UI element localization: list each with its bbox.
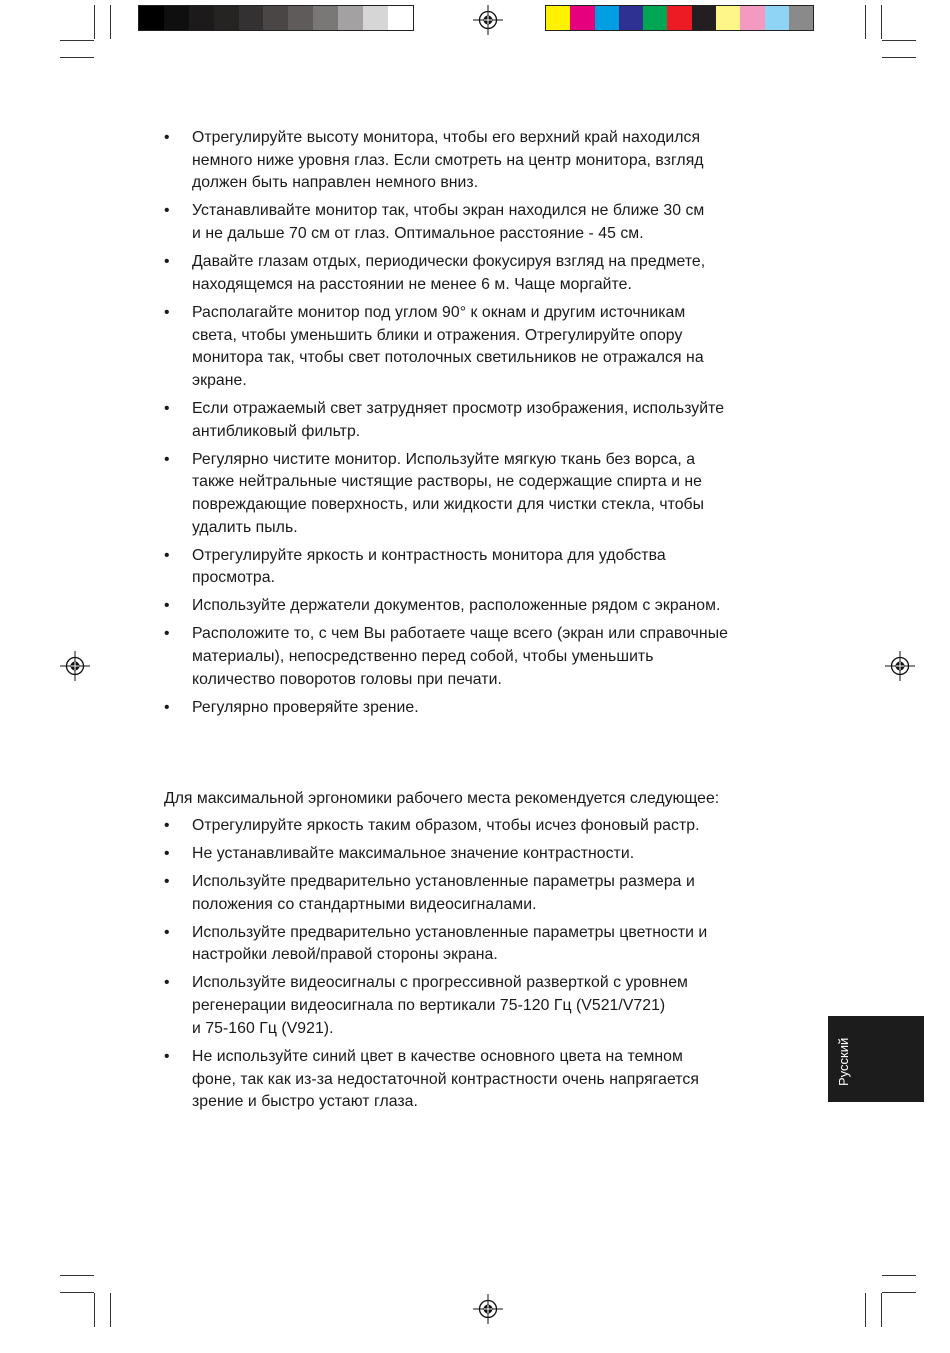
color-swatch [716,6,740,30]
bullet: • [164,202,170,220]
crop-mark [60,40,94,41]
crop-mark [865,5,866,39]
color-swatch [239,6,264,30]
bullet: • [164,698,170,716]
list-item [164,623,824,691]
list-item [164,972,824,1040]
list-item-text: Отрегулируйте высоту монитора, чтобы его верхний край находился немного ниже уровня глаз. Если смотреть на центр монитора, взгляд должен быть направлен немного вниз. [192,129,704,192]
bullet: • [164,817,170,834]
list-item-text: Располагайте монитор под углом 90° к окнам и другим источникам света, чтобы уменьшить блики и отражения. Отрегулируйте опору монитора так, чтобы свет потолочных светильников не отражался на экране. [192,303,704,389]
bullet: • [164,450,170,468]
color-swatch [570,6,594,30]
list-item [164,449,824,540]
list-item [164,922,824,967]
color-swatch [189,6,214,30]
list-item-text: Регулярно чистите монитор. Используйте мягкую ткань без ворса, а также нейтральные чистящие растворы, не содержащие спирта и не повреждающие поверхность, или жидкости для чистки стекла, чтобы удалить пыль. [192,450,705,536]
list-item-text: Не устанавливайте максимальное значение контрастности. [192,845,635,862]
list-item [164,200,824,245]
list-item [164,595,824,618]
list-item-text: Не используйте синий цвет в качестве основного цвета на темном фоне, так как из-за недостаточной контрастности очень напрягается зрение и быстро устают глаза. [192,1047,699,1111]
crop-mark [94,1293,95,1327]
list-item [164,127,824,195]
color-swatch [546,6,570,30]
language-tab-label: Русский [836,1037,851,1086]
crop-mark [882,1275,916,1276]
crop-mark [94,5,95,39]
color-swatch [288,6,313,30]
bullet: • [164,845,170,862]
grayscale-calibration-strip [138,5,414,31]
list-item [164,251,824,296]
bullet: • [164,923,170,941]
registration-mark-icon [885,651,915,681]
list-item-text: Отрегулируйте яркость и контрастность монитора для удобства просмотра. [192,546,666,587]
language-tab [828,1016,924,1102]
bullet: • [164,129,170,146]
color-swatch [740,6,764,30]
list-item-text: Расположите то, с чем Вы работаете чаще всего (экран или справочные материалы), непосредственно перед собой, чтобы уменьшить количество поворотов головы при печати. [192,625,728,688]
list-item [164,697,824,720]
bullet: • [164,253,170,271]
ergonomics-bullet-list [164,127,824,725]
color-swatch [595,6,619,30]
color-swatch [214,6,239,30]
list-item [164,815,824,838]
color-swatch [789,6,813,30]
registration-mark-icon [473,1294,503,1324]
list-item-text: Регулярно проверяйте зрение. [192,698,419,716]
crop-mark [882,57,916,58]
list-item-text: Если отражаемый свет затрудняет просмотр изображения, используйте антибликовый фильтр. [192,399,725,440]
crop-mark [865,1293,866,1327]
list-item-text: Используйте предварительно установленные параметры размера и положения со стандартными видеосигналами. [192,873,695,913]
workplace-bullet-list [164,815,824,1119]
list-item [164,398,824,443]
list-item-text: Давайте глазам отдых, периодически фокусируя взгляд на предмете, находящемся на расстоянии не менее 6 м. Чаще моргайте. [192,253,706,293]
crop-mark [110,5,111,39]
list-item [164,871,824,916]
crop-mark [60,1292,94,1293]
color-swatch [338,6,363,30]
registration-mark-icon [473,5,503,35]
color-swatch [692,6,716,30]
bullet: • [164,597,170,615]
list-item-text: Отрегулируйте яркость таким образом, чтобы исчез фоновый растр. [192,817,700,834]
crop-mark [882,1292,916,1293]
list-item-text: Устанавливайте монитор так, чтобы экран находился не ближе 30 см и не дальше 70 см от глаз. Оптимальное расстояние - 45 см. [192,202,705,243]
color-swatch [765,6,789,30]
crop-mark [881,5,882,39]
bullet: • [164,546,170,564]
color-swatch [643,6,667,30]
list-item [164,302,824,393]
crop-mark [60,1275,94,1276]
registration-mark-icon [60,651,90,681]
crop-mark [881,1293,882,1327]
list-item [164,545,824,590]
color-swatch [388,6,413,30]
bullet: • [164,399,170,417]
color-swatch [263,6,288,30]
color-swatch [139,6,164,30]
list-item-text: Используйте видеосигналы с прогрессивной разверткой с уровнем регенерации видеосигнала по вертикали 75-120 Гц (V521/V721) и 75-160 Гц (V921). [192,974,688,1037]
color-swatch [313,6,338,30]
list-item [164,843,824,866]
crop-mark [60,57,94,58]
color-swatch [164,6,189,30]
color-swatch [363,6,388,30]
intro-paragraph: Для максимальной эргономики рабочего места рекомендуется следующее: [164,790,720,807]
bullet: • [164,303,170,321]
color-swatch [619,6,643,30]
list-item [164,1046,824,1114]
list-item-text: Используйте предварительно установленные параметры цветности и настройки левой/правой стороны экрана. [192,923,708,964]
color-swatch [667,6,691,30]
bullet: • [164,1047,170,1065]
bullet: • [164,873,170,890]
list-item-text: Используйте держатели документов, расположенные рядом с экраном. [192,597,721,615]
color-calibration-strip [545,5,814,31]
crop-mark [882,40,916,41]
crop-mark [110,1293,111,1327]
bullet: • [164,625,170,643]
bullet: • [164,974,170,992]
